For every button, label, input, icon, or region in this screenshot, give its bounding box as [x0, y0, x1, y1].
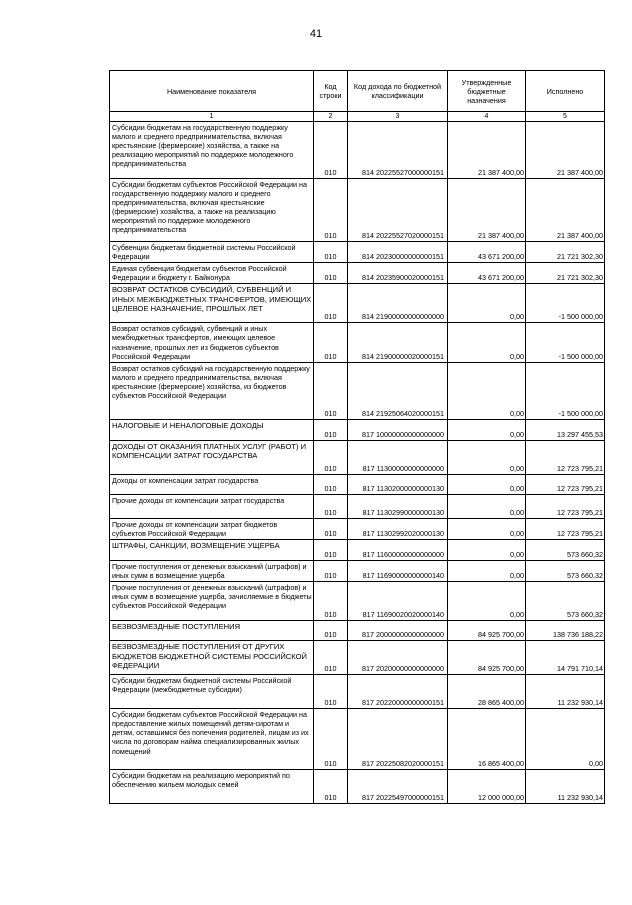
row-executed: 573 660,32	[526, 560, 605, 581]
row-name: Прочие доходы от компенсации затрат бюджетов субъектов Российской Федерации	[110, 518, 314, 539]
column-number: 5	[526, 112, 605, 122]
row-code: 010	[314, 675, 348, 709]
table-row	[110, 709, 605, 770]
row-approved: 0,00	[448, 494, 526, 518]
row-executed: 573 660,32	[526, 539, 605, 560]
row-code: 010	[314, 122, 348, 179]
row-name: Субвенции бюджетам бюджетной системы Российской Федерации	[110, 242, 314, 263]
row-approved: 0,00	[448, 560, 526, 581]
row-approved: 84 925 700,00	[448, 641, 526, 675]
row-executed: -1 500 000,00	[526, 323, 605, 362]
table-row	[110, 284, 605, 323]
row-code: 010	[314, 709, 348, 770]
row-name: Субсидии бюджетам субъектов Российской Федерации на государственную поддержку малого и среднего предпринимательства, включая крестьянские (фермерские) хозяйства, а также на реализацию мероприятий по поддержке молодежного предпринимательства	[110, 179, 314, 242]
row-approved: 0,00	[448, 582, 526, 621]
table-row	[110, 323, 605, 362]
row-executed: 21 721 302,30	[526, 263, 605, 284]
row-code: 010	[314, 284, 348, 323]
table-row	[110, 179, 605, 242]
row-name: ДОХОДЫ ОТ ОКАЗАНИЯ ПЛАТНЫХ УСЛУГ (РАБОТ) И КОМПЕНСАЦИИ ЗАТРАТ ГОСУДАРСТВА	[110, 440, 314, 474]
row-name: Субсидии бюджетам на государственную поддержку малого и среднего предпринимательства, включая крестьянские (фермерские) хозяйства, а также на реализацию мероприятий по поддержке молодежного предпринимательства	[110, 122, 314, 179]
row-name: БЕЗВОЗМЕЗДНЫЕ ПОСТУПЛЕНИЯ ОТ ДРУГИХ БЮДЖЕТОВ БЮДЖЕТНОЙ СИСТЕМЫ РОССИЙСКОЙ ФЕДЕРАЦИИ	[110, 641, 314, 675]
row-approved: 0,00	[448, 362, 526, 419]
row-approved: 0,00	[448, 284, 526, 323]
row-code: 010	[314, 242, 348, 263]
row-executed: 12 723 795,21	[526, 474, 605, 494]
row-kbk: 817 20225082020000151	[348, 709, 448, 770]
row-kbk: 817 11302992020000130	[348, 518, 448, 539]
column-number: 2	[314, 112, 348, 122]
header-executed: Исполнено	[526, 71, 605, 112]
row-kbk: 814 20235900020000151	[348, 263, 448, 284]
row-code: 010	[314, 362, 348, 419]
row-kbk: 817 20200000000000000	[348, 641, 448, 675]
row-code: 010	[314, 621, 348, 641]
header-kbk: Код дохода по бюджетной классификации	[348, 71, 448, 112]
row-approved: 0,00	[448, 539, 526, 560]
row-approved: 0,00	[448, 323, 526, 362]
row-approved: 0,00	[448, 518, 526, 539]
row-name: ШТРАФЫ, САНКЦИИ, ВОЗМЕЩЕНИЕ УЩЕРБА	[110, 539, 314, 560]
row-executed: 21 387 400,00	[526, 122, 605, 179]
column-number: 3	[348, 112, 448, 122]
row-executed: 12 723 795,21	[526, 440, 605, 474]
row-executed: 573 660,32	[526, 582, 605, 621]
row-approved: 43 671 200,00	[448, 263, 526, 284]
header-name: Наименование показателя	[110, 71, 314, 112]
row-kbk: 817 10000000000000000	[348, 419, 448, 440]
row-name: Возврат остатков субсидий, субвенций и иных межбюджетных трансфертов, имеющих целевое назначение, прошлых лет из бюджетов субъектов Российской Федерации	[110, 323, 314, 362]
table-row	[110, 560, 605, 581]
row-name: БЕЗВОЗМЕЗДНЫЕ ПОСТУПЛЕНИЯ	[110, 621, 314, 641]
row-code: 010	[314, 179, 348, 242]
row-name: Прочие поступления от денежных взысканий (штрафов) и иных сумм в возмещение ущерба	[110, 560, 314, 581]
row-executed: 12 723 795,21	[526, 518, 605, 539]
row-code: 010	[314, 263, 348, 284]
page-number: 41	[309, 28, 323, 40]
row-executed: 12 723 795,21	[526, 494, 605, 518]
table-row	[110, 242, 605, 263]
row-executed: 21 721 302,30	[526, 242, 605, 263]
row-name: Прочие поступления от денежных взысканий (штрафов) и иных сумм в возмещение ущерба, зачисляемые в бюджеты субъектов Российской Федерации	[110, 582, 314, 621]
table-row	[110, 582, 605, 621]
table-row	[110, 419, 605, 440]
row-kbk: 817 11690020020000140	[348, 582, 448, 621]
row-approved: 0,00	[448, 474, 526, 494]
row-executed: -1 500 000,00	[526, 362, 605, 419]
row-executed: 14 791 710,14	[526, 641, 605, 675]
table-row	[110, 494, 605, 518]
header-approved: Утвержденные бюджетные назначения	[448, 71, 526, 112]
row-approved: 0,00	[448, 440, 526, 474]
row-name: ВОЗВРАТ ОСТАТКОВ СУБСИДИЙ, СУБВЕНЦИЙ И ИНЫХ МЕЖБЮДЖЕТНЫХ ТРАНСФЕРТОВ, ИМЕЮЩИХ ЦЕЛЕВОЕ НАЗНАЧЕНИЕ, ПРОШЛЫХ ЛЕТ	[110, 284, 314, 323]
row-name: Субсидии бюджетам субъектов Российской Федерации на предоставление жилых помещений детям-сиротам и детям, оставшимся без попечения родителей, лицам из их числа по договорам найма специализированных жилых помещений	[110, 709, 314, 770]
row-kbk: 817 11300000000000000	[348, 440, 448, 474]
header-code: Код строки	[314, 71, 348, 112]
row-executed: 0,00	[526, 709, 605, 770]
table-row	[110, 621, 605, 641]
row-name: Доходы от компенсации затрат государства	[110, 474, 314, 494]
row-code: 010	[314, 518, 348, 539]
table-header-row	[110, 71, 605, 112]
row-kbk: 817 11302000000000130	[348, 474, 448, 494]
row-kbk: 814 20230000000000151	[348, 242, 448, 263]
row-name: Субсидии бюджетам на реализацию мероприятий по обеспечению жильем молодых семей	[110, 770, 314, 804]
row-kbk: 817 11600000000000000	[348, 539, 448, 560]
row-name: Единая субвенция бюджетам субъектов Российской Федерации и бюджету г. Байконура	[110, 263, 314, 284]
column-number: 4	[448, 112, 526, 122]
row-kbk: 817 11302990000000130	[348, 494, 448, 518]
row-approved: 0,00	[448, 419, 526, 440]
row-name: НАЛОГОВЫЕ И НЕНАЛОГОВЫЕ ДОХОДЫ	[110, 419, 314, 440]
row-approved: 12 000 000,00	[448, 770, 526, 804]
row-code: 010	[314, 440, 348, 474]
row-code: 010	[314, 560, 348, 581]
row-name: Возврат остатков субсидий на государственную поддержку малого и среднего предпринимательства, включая крестьянские (фермерские) хозяйства, из бюджетов субъектов Российской Федерации	[110, 362, 314, 419]
row-name: Субсидии бюджетам бюджетной системы Российской Федерации (межбюджетные субсидии)	[110, 675, 314, 709]
table-row	[110, 474, 605, 494]
row-executed: 13 297 455,53	[526, 419, 605, 440]
row-kbk: 817 11690000000000140	[348, 560, 448, 581]
table-row	[110, 263, 605, 284]
row-kbk: 814 20225527020000151	[348, 179, 448, 242]
row-kbk: 817 20220000000000151	[348, 675, 448, 709]
table-row	[110, 122, 605, 179]
row-approved: 21 387 400,00	[448, 122, 526, 179]
row-name: Прочие доходы от компенсации затрат государства	[110, 494, 314, 518]
row-kbk: 814 21925064020000151	[348, 362, 448, 419]
table-row	[110, 539, 605, 560]
row-code: 010	[314, 641, 348, 675]
table-row	[110, 362, 605, 419]
row-executed: 11 232 930,14	[526, 770, 605, 804]
row-executed: 11 232 930,14	[526, 675, 605, 709]
table-row	[110, 518, 605, 539]
row-kbk: 814 21900000020000151	[348, 323, 448, 362]
row-kbk: 817 20225497000000151	[348, 770, 448, 804]
row-executed: 138 736 188,22	[526, 621, 605, 641]
row-kbk: 817 20000000000000000	[348, 621, 448, 641]
row-approved: 28 865 400,00	[448, 675, 526, 709]
row-executed: 21 387 400,00	[526, 179, 605, 242]
row-code: 010	[314, 539, 348, 560]
row-executed: -1 500 000,00	[526, 284, 605, 323]
revenue-table	[109, 70, 605, 804]
row-code: 010	[314, 770, 348, 804]
row-approved: 43 671 200,00	[448, 242, 526, 263]
row-kbk: 814 20225527000000151	[348, 122, 448, 179]
column-number: 1	[110, 112, 314, 122]
row-code: 010	[314, 323, 348, 362]
row-code: 010	[314, 582, 348, 621]
table-row	[110, 641, 605, 675]
table-row	[110, 440, 605, 474]
row-code: 010	[314, 494, 348, 518]
row-approved: 84 925 700,00	[448, 621, 526, 641]
table-row	[110, 770, 605, 804]
row-code: 010	[314, 474, 348, 494]
column-number-row	[110, 112, 605, 122]
row-code: 010	[314, 419, 348, 440]
table-row	[110, 675, 605, 709]
row-approved: 16 865 400,00	[448, 709, 526, 770]
row-kbk: 814 21900000000000000	[348, 284, 448, 323]
row-approved: 21 387 400,00	[448, 179, 526, 242]
